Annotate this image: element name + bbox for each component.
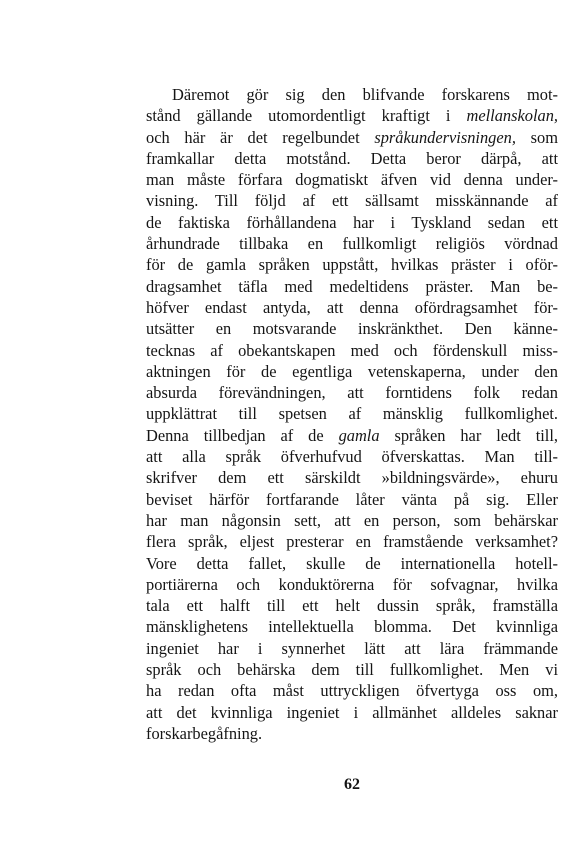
text-line — [146, 446, 558, 467]
text-line — [146, 105, 558, 126]
text-line — [146, 574, 558, 595]
text-run: framkallar detta motstånd. Detta beror därpå, att — [146, 148, 558, 168]
text-line — [146, 616, 558, 637]
text-run: tala ett halft till ett helt dussin språk, framställa — [146, 596, 558, 616]
text-line — [146, 127, 558, 148]
text-run: Vore detta fallet, skulle de internationella hotell- — [146, 553, 558, 573]
text-line — [146, 638, 558, 659]
text-line — [146, 148, 558, 169]
text-line — [146, 595, 558, 616]
text-run: höfver endast antyda, att denna ofördragsamhet för- — [146, 297, 558, 317]
text-run: mänsklighetens intellektuella blomma. Det kvinnliga — [146, 617, 558, 637]
text-run: för de gamla språken uppstått, hvilkas präster i oför- — [146, 255, 558, 275]
text-run: utsätter en motsvarande inskränkthet. Den känne- — [146, 319, 558, 339]
text-line — [146, 233, 558, 254]
text-line — [146, 84, 558, 105]
text-run: stånd gällande utomordentligt kraftigt i — [146, 106, 467, 126]
text-line — [146, 382, 558, 403]
text-line — [146, 553, 558, 574]
text-line — [146, 403, 558, 424]
body-text — [146, 84, 558, 744]
text-run: flera språk, eljest presterar en framstående verksamhet? — [146, 532, 558, 552]
text-line — [146, 425, 558, 446]
text-run: dragsamhet täfla med medeltidens präster. Man be- — [146, 276, 558, 296]
text-run: ha redan ofta måst uttryckligen öfvertyga oss om, — [146, 681, 558, 701]
italic-text-run: språkundervisningen, — [374, 127, 516, 147]
text-run: ingeniet har i synnerhet lätt att lära främmande — [146, 638, 558, 658]
text-line — [146, 190, 558, 211]
text-run: skrifver dem ett särskildt »bildningsvärde», ehuru — [146, 468, 558, 488]
text-run: de faktiska förhållandena har i Tyskland sedan ett — [146, 212, 558, 232]
italic-text-run: mellanskolan, — [466, 106, 558, 126]
text-line — [146, 510, 558, 531]
text-line — [146, 467, 558, 488]
text-run: Denna tillbedjan af de — [146, 425, 339, 445]
text-line — [146, 361, 558, 382]
text-run: forskarbegåfning. — [146, 723, 263, 743]
text-line — [146, 659, 558, 680]
text-line — [146, 680, 558, 701]
text-line — [146, 723, 558, 744]
text-run: visning. Till följd af ett sällsamt misskännande af — [146, 191, 558, 211]
text-run: århundrade tillbaka en fullkomligt religiös vördnad — [146, 234, 558, 254]
text-run: har man någonsin sett, att en person, som behärskar — [146, 510, 558, 530]
text-run: uppklättrat till spetsen af mänsklig fullkomlighet. — [146, 404, 558, 424]
text-run: Däremot gör sig den blifvande forskarens mot- — [172, 85, 558, 104]
text-line — [146, 531, 558, 552]
text-line — [146, 254, 558, 275]
text-run: portiärerna och konduktörerna för sofvagnar, hvilka — [146, 574, 558, 594]
text-line — [146, 489, 558, 510]
text-run: tecknas af obekantskapen med och fördenskull miss- — [146, 340, 558, 360]
page-number: 62 — [344, 776, 360, 793]
text-run: att det kvinnliga ingeniet i allmänhet alldeles saknar — [146, 702, 558, 722]
text-run: absurda förevändningen, att forntidens folk redan — [146, 383, 558, 403]
text-run: språken har ledt till, — [379, 425, 559, 445]
text-line — [146, 340, 558, 361]
text-line — [146, 702, 558, 723]
text-line — [146, 276, 558, 297]
text-run: och här är det regelbundet — [146, 127, 375, 147]
text-run: aktningen för de egentliga vetenskaperna, under den — [146, 361, 558, 381]
text-line — [146, 318, 558, 339]
text-run: språk och behärska dem till fullkomlighet. Men vi — [146, 660, 558, 680]
text-run: att alla språk öfverhufvud öfverskattas. Man till- — [146, 447, 558, 467]
text-line — [146, 169, 558, 190]
text-line — [146, 297, 558, 318]
text-run: som — [515, 127, 558, 147]
text-run: beviset härför fortfarande låter vänta på sig. Eller — [146, 489, 558, 509]
italic-text-run: gamla — [338, 425, 380, 445]
text-line — [146, 212, 558, 233]
text-run: man måste förfara dogmatiskt äfven vid denna under- — [146, 170, 558, 190]
